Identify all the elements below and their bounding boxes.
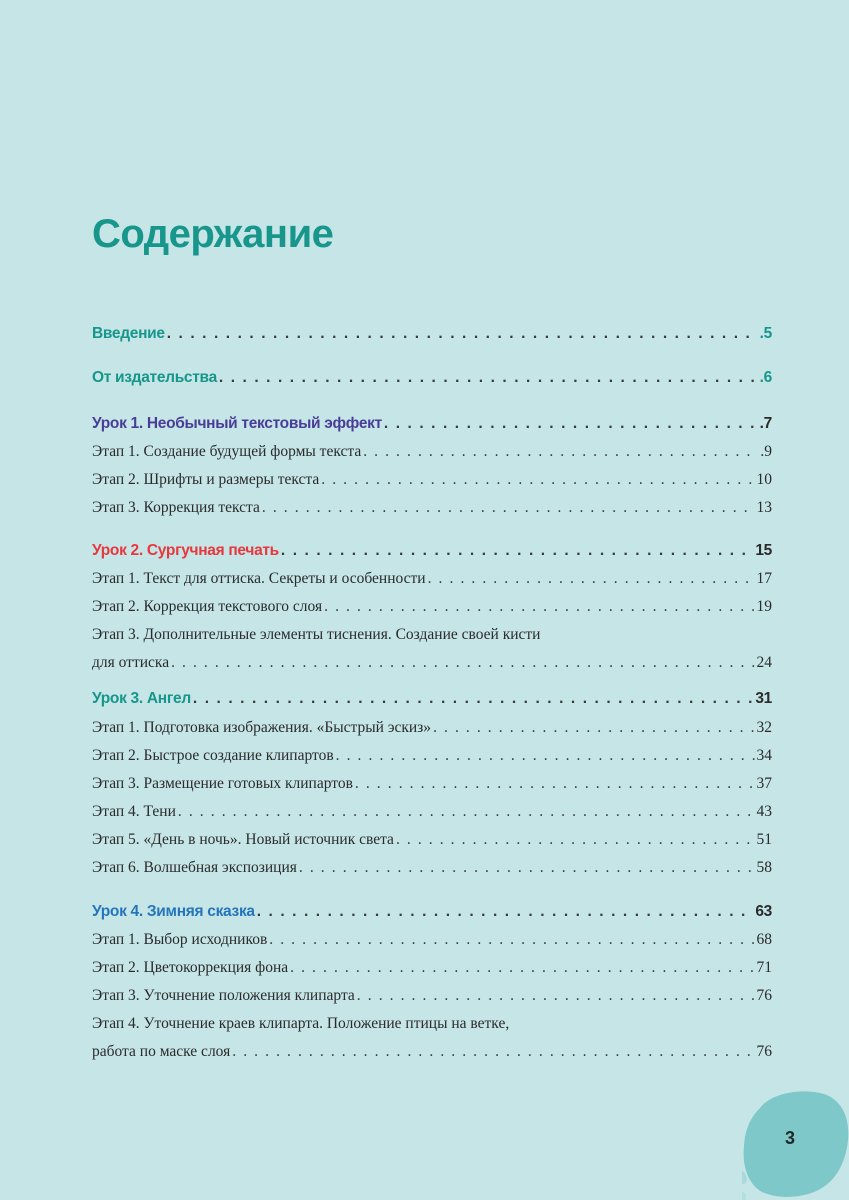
dot-leader xyxy=(281,537,753,565)
toc-page-number: 43 xyxy=(756,803,772,820)
dot-leader xyxy=(232,1038,754,1066)
dot-leader xyxy=(193,685,753,713)
dot-leader xyxy=(178,798,755,826)
dot-leader xyxy=(171,649,754,677)
toc-entry-title: Этап 4. Тени xyxy=(92,803,176,820)
toc-entry-title: От издательства xyxy=(92,369,217,386)
dot-leader xyxy=(363,438,758,466)
toc-entry-title: Этап 1. Подготовка изображения. «Быстрый эскиз» xyxy=(92,719,432,736)
toc-page-number: 32 xyxy=(756,719,772,736)
dot-leader xyxy=(299,854,755,882)
dot-leader xyxy=(355,770,755,798)
page-title: Содержание xyxy=(92,212,334,256)
toc-entry-lesson-3-stage-4[interactable] xyxy=(92,798,772,826)
toc-entry-title: Введение xyxy=(92,325,165,342)
toc-entry-lesson-1[interactable] xyxy=(92,410,772,438)
toc-entry-lesson-3-stage-3[interactable] xyxy=(92,770,772,798)
toc-page-number: 71 xyxy=(756,959,772,976)
dot-leader xyxy=(167,320,758,348)
toc-entry-title: Этап 1. Выбор исходников xyxy=(92,931,268,948)
toc-entry-title: Урок 2. Сургучная печать xyxy=(92,542,279,559)
toc-entry-lesson-4[interactable] xyxy=(92,898,772,926)
toc-entry-lesson-3-stage-2[interactable] xyxy=(92,742,772,770)
toc-entry-lesson-4-stage-3[interactable] xyxy=(92,982,772,1010)
dot-leader xyxy=(324,593,754,621)
dot-leader xyxy=(396,826,755,854)
toc-page-number: 68 xyxy=(756,931,772,948)
toc-page-number: 63 xyxy=(755,903,772,920)
toc-page-number: 76 xyxy=(756,1043,772,1060)
toc-page-number: .6 xyxy=(759,369,772,386)
toc-entry-lesson-2-stage-1[interactable] xyxy=(92,565,772,593)
toc-page-number: 15 xyxy=(755,542,772,559)
dot-leader xyxy=(262,494,755,522)
toc-entry-lesson-1-stage-2[interactable] xyxy=(92,466,772,494)
toc-entry-title: Урок 3. Ангел xyxy=(92,690,191,707)
toc-page-number: .5 xyxy=(759,325,772,342)
toc-entry-lesson-2[interactable] xyxy=(92,537,772,565)
toc-entry-lesson-1-stage-1[interactable] xyxy=(92,438,772,466)
toc-entry-lesson-3-stage-1[interactable] xyxy=(92,714,772,742)
dot-leader xyxy=(219,364,758,392)
toc-entry-publisher[interactable] xyxy=(92,364,772,392)
toc-page-number: 10 xyxy=(756,471,772,488)
toc-page-number: 31 xyxy=(755,690,772,707)
toc-entry-lesson-3-stage-5[interactable] xyxy=(92,826,772,854)
toc-entry-title: Этап 2. Коррекция текстового слоя xyxy=(92,598,323,615)
toc-entry-title-line-1: Этап 4. Уточнение краев клипарта. Положение птицы на ветке, xyxy=(92,1015,510,1032)
dot-leader xyxy=(321,466,754,494)
toc-entry-title: Этап 2. Шрифты и размеры текста xyxy=(92,471,320,488)
toc-entry-title: Этап 3. Коррекция текста xyxy=(92,499,260,516)
toc-entry-title: Этап 2. Цветокоррекция фона xyxy=(92,959,289,976)
toc-page-number: 76 xyxy=(756,987,772,1004)
toc-entry-title: Этап 1. Создание будущей формы текста xyxy=(92,443,362,460)
toc-entry-title: Этап 1. Текст для оттиска. Секреты и особенности xyxy=(92,570,426,587)
toc-entry-title: Этап 2. Быстрое создание клипартов xyxy=(92,747,334,764)
toc-page-number: 13 xyxy=(756,499,772,516)
toc-page-number: 17 xyxy=(756,570,772,587)
dot-leader xyxy=(428,565,755,593)
toc-entry-lesson-2-stage-3[interactable] xyxy=(92,621,772,677)
toc-page-number: 37 xyxy=(756,775,772,792)
toc-page-number: 24 xyxy=(756,654,772,671)
toc-entry-lesson-2-stage-2[interactable] xyxy=(92,593,772,621)
toc-entry-lesson-3[interactable] xyxy=(92,685,772,713)
toc-entry-title: Этап 3. Уточнение положения клипарта xyxy=(92,987,355,1004)
toc-entry-title: для оттиска xyxy=(92,654,170,671)
toc-entry-title: Этап 6. Волшебная экспозиция xyxy=(92,859,297,876)
toc-entry-title: работа по маске слоя xyxy=(92,1043,231,1060)
toc-entry-lesson-1-stage-3[interactable] xyxy=(92,494,772,522)
toc-entry-title: Этап 5. «День в ночь». Новый источник света xyxy=(92,831,394,848)
toc-entry-lesson-4-stage-1[interactable] xyxy=(92,926,772,954)
dot-leader xyxy=(433,714,754,742)
toc-entry-lesson-3-stage-6[interactable] xyxy=(92,854,772,882)
dot-leader xyxy=(257,898,754,926)
toc-page-number: 34 xyxy=(756,747,772,764)
dot-leader xyxy=(384,410,758,438)
toc-entry-lesson-4-stage-2[interactable] xyxy=(92,954,772,982)
dot-leader xyxy=(290,954,754,982)
toc-page-number: 58 xyxy=(756,859,772,876)
toc-entry-introduction[interactable] xyxy=(92,320,772,348)
toc-page-number: .9 xyxy=(760,443,772,460)
toc-page-number: 51 xyxy=(756,831,772,848)
dot-leader xyxy=(269,926,754,954)
toc-entry-title: Урок 4. Зимняя сказка xyxy=(92,903,255,920)
toc-entry-title: Урок 1. Необычный текстовый эффект xyxy=(92,415,382,432)
page-number: 3 xyxy=(785,1128,796,1148)
page-number-blob xyxy=(742,1088,849,1200)
toc-entry-title-line-1: Этап 3. Дополнительные элементы тиснения. Создание своей кисти xyxy=(92,626,541,643)
toc-page-number: .7 xyxy=(759,415,772,432)
dot-leader xyxy=(336,742,755,770)
toc-entry-lesson-4-stage-4[interactable] xyxy=(92,1010,772,1066)
dot-leader xyxy=(357,982,755,1010)
toc-page-number: 19 xyxy=(756,598,772,615)
toc-entry-title: Этап 3. Размещение готовых клипартов xyxy=(92,775,353,792)
